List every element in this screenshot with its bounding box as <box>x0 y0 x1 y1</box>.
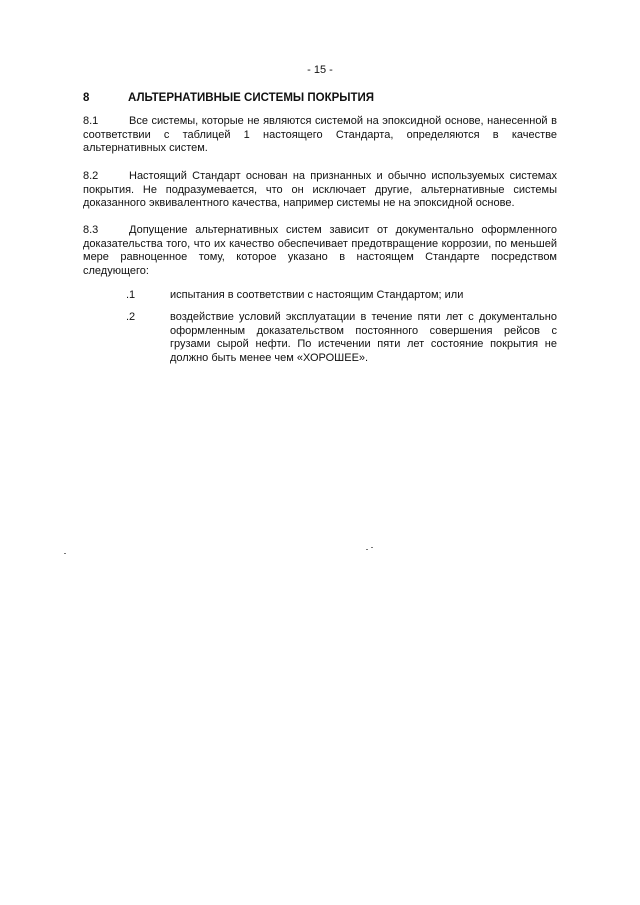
subitem-number: .1 <box>126 289 136 301</box>
paragraph-number: 8.2 <box>83 170 99 182</box>
subitem-text: воздействие условий эксплуатации в течение пяти лет с документально оформленным доказательством постоянного совершения рейсов с грузами сырой нефти. По истечении пяти лет состояние покрытия не должно быть менее чем «ХОРОШЕЕ». <box>170 311 557 364</box>
section-heading <box>83 92 563 104</box>
paragraph-text: Все системы, которые не являются системой на эпоксидной основе, нанесенной в соответствии с таблицей 1 настоящего Стандарта, определяются в качестве альтернативных систем. <box>83 115 557 154</box>
subitem-1 <box>126 289 557 303</box>
section-number: 8 <box>83 92 90 104</box>
section-title: АЛЬТЕРНАТИВНЫЕ СИСТЕМЫ ПОКРЫТИЯ <box>128 92 375 104</box>
subitem-text: испытания в соответствии с настоящим Стандартом; или <box>170 289 464 301</box>
paragraph-number: 8.3 <box>83 224 99 236</box>
paragraph-8-1 <box>83 115 557 156</box>
paragraph-number: 8.1 <box>83 115 99 127</box>
subitem-number: .2 <box>126 311 136 323</box>
paragraph-8-2 <box>83 170 557 211</box>
subitem-2 <box>126 311 557 365</box>
paragraph-text: Настоящий Стандарт основан на признанных и обычно используемых системах покрытия. Не подразумевается, что он исключает другие, альтернативные системы доказанного эквивалентного качества, например системы не на эпоксидной основе. <box>83 170 557 209</box>
scan-speck <box>371 547 373 548</box>
paragraph-text: Допущение альтернативных систем зависит от документально оформленного доказательства того, что их качество обеспечивает предотвращение коррозии, по меньшей мере равноценное тому, которое указано в настоящем Стандарте посредством следующего: <box>83 224 557 277</box>
scan-speck <box>366 549 368 550</box>
paragraph-8-3 <box>83 224 557 278</box>
scan-speck <box>64 553 66 554</box>
page-number: - 15 - <box>307 64 333 76</box>
